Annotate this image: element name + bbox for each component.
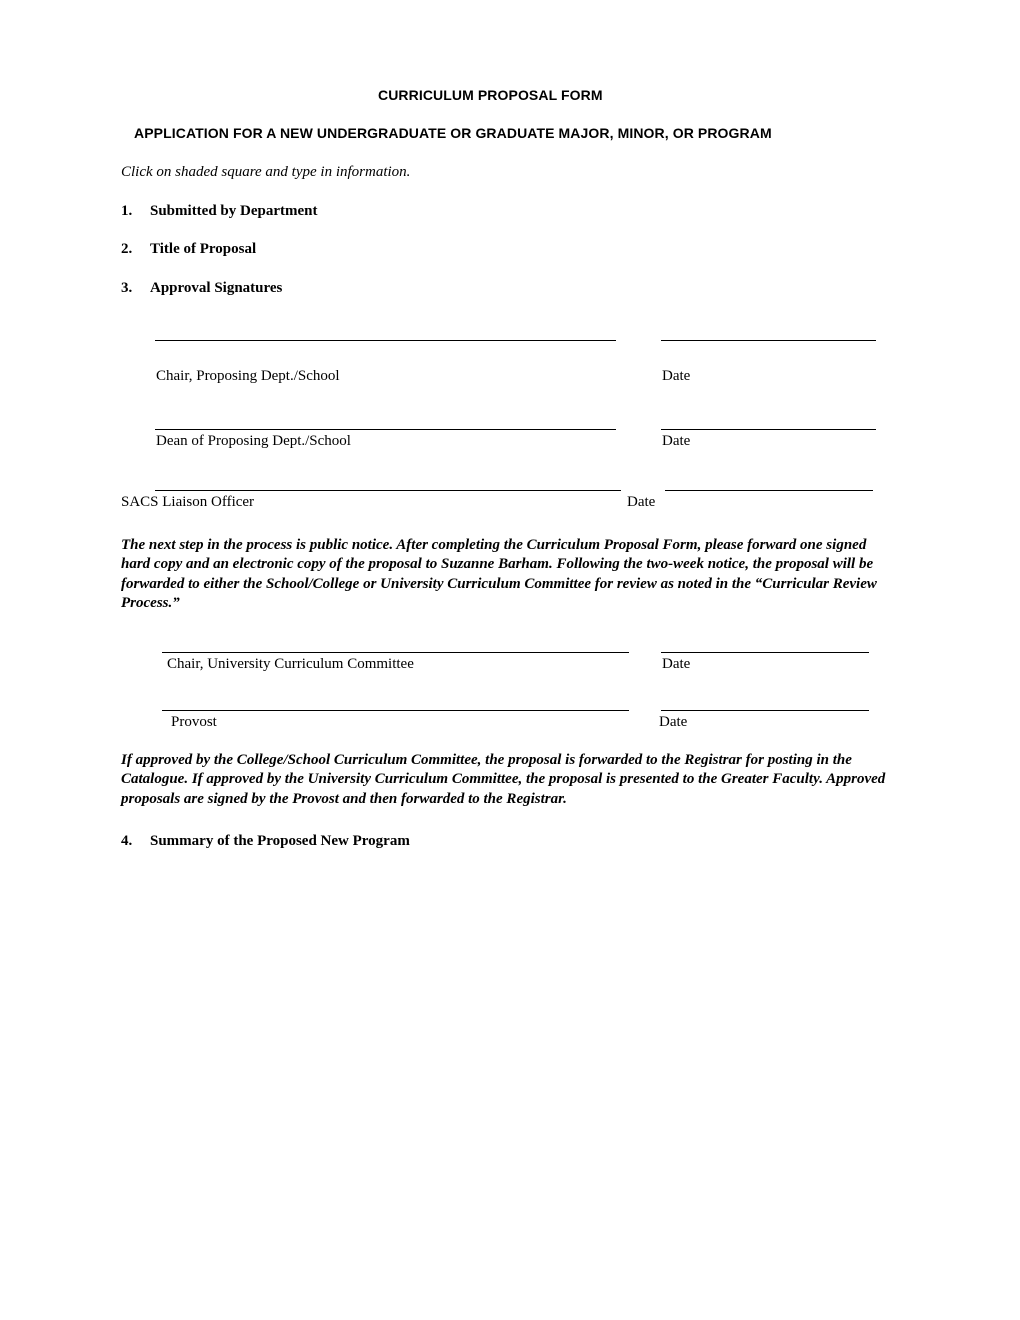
chair-proposing-date-line[interactable] (661, 340, 876, 341)
public-notice-paragraph: The next step in the process is public notice. After completing the Curriculum Proposal Form, please forward one signed hard copy and an electronic copy of the proposal to Suzanne Barham. Following the two-week notice, the proposal will be forwarded to either the School/College or University Curriculum Committee for review as noted in the “Curricular Review Process.” (121, 537, 877, 611)
item-number: 1. (121, 203, 133, 219)
chair-proposing-signature-line[interactable] (155, 340, 616, 341)
item-title-of-proposal (121, 240, 256, 259)
item-summary-of-program (121, 832, 410, 851)
chair-ucc-date-label: Date (662, 656, 691, 672)
form-title: CURRICULUM PROPOSAL FORM (378, 87, 603, 103)
form-subtitle: APPLICATION FOR A NEW UNDERGRADUATE OR GRADUATE MAJOR, MINOR, OR PROGRAM (134, 125, 772, 141)
sacs-label: SACS Liaison Officer (121, 494, 255, 510)
provost-date-label: Date (659, 714, 688, 730)
dean-date-label: Date (662, 433, 691, 449)
dean-date-line[interactable] (661, 429, 876, 430)
chair-ucc-date-line[interactable] (661, 652, 869, 653)
provost-label: Provost (171, 714, 217, 730)
item-number: 3. (121, 280, 133, 296)
instruction-text: Click on shaded square and type in information. (121, 164, 411, 180)
item-submitted-by-department (121, 202, 318, 221)
chair-ucc-signature-line[interactable] (162, 652, 629, 653)
item-approval-signatures (121, 279, 282, 298)
item-label: Approval Signatures (150, 280, 283, 296)
chair-ucc-label: Chair, University Curriculum Committee (167, 656, 414, 672)
chair-proposing-date-label: Date (662, 368, 691, 384)
approval-paragraph: If approved by the College/School Curriculum Committee, the proposal is forwarded to the Registrar for posting in the Catalogue. If approved by the University Curriculum Committee, the proposal is presented to the Greater Faculty. Approved proposals are signed by the Provost and then forwarded to the Registrar. (121, 752, 886, 807)
sacs-date-label: Date (627, 494, 656, 510)
provost-date-line[interactable] (661, 710, 869, 711)
item-label: Submitted by Department (150, 203, 318, 219)
dean-label: Dean of Proposing Dept./School (156, 433, 351, 449)
item-label: Summary of the Proposed New Program (150, 833, 410, 849)
provost-signature-line[interactable] (162, 710, 629, 711)
dean-signature-line[interactable] (155, 429, 616, 430)
chair-proposing-label: Chair, Proposing Dept./School (156, 368, 340, 384)
sacs-signature-line[interactable] (155, 490, 621, 491)
item-number: 2. (121, 241, 133, 257)
item-label: Title of Proposal (150, 241, 257, 257)
sacs-date-line[interactable] (665, 490, 873, 491)
item-number: 4. (121, 833, 133, 849)
